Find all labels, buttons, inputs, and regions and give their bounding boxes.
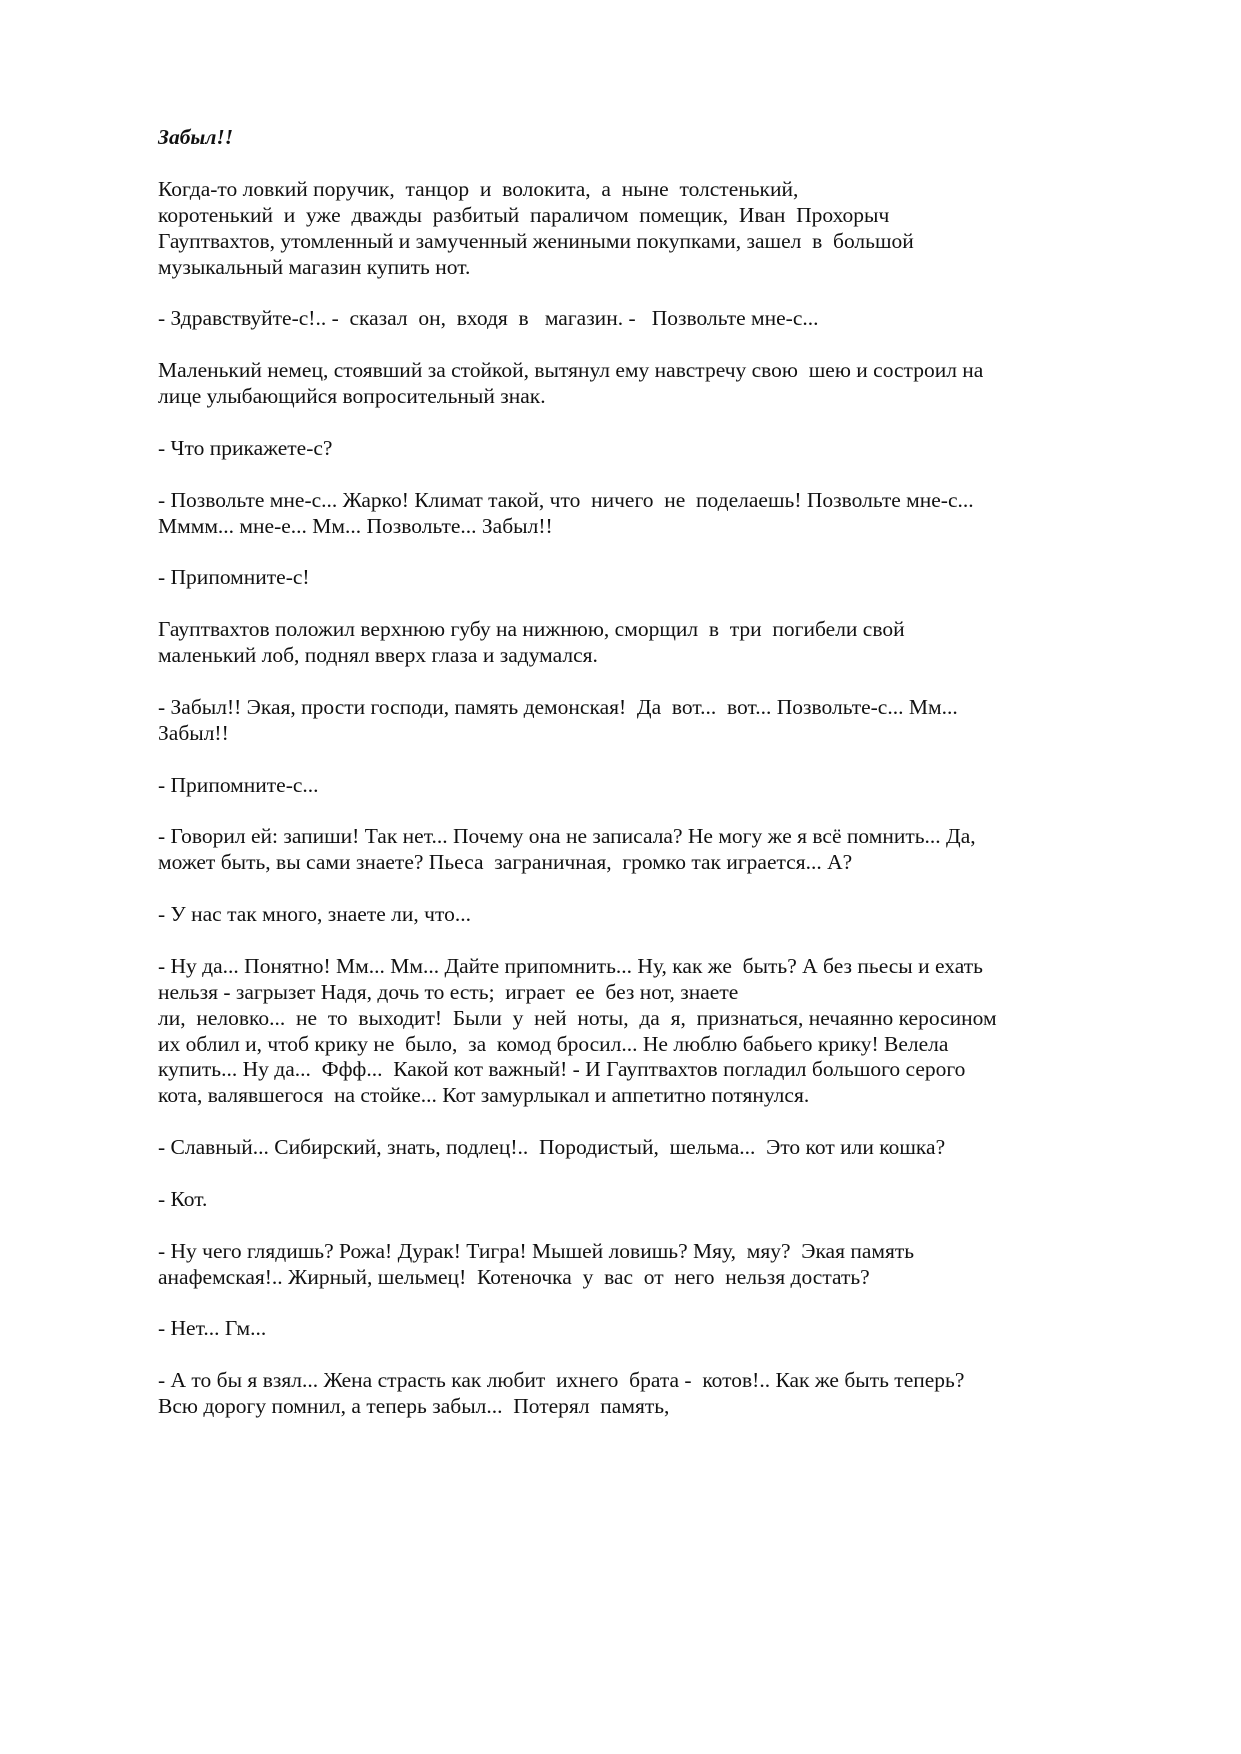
text-line: может быть, вы сами знаете? Пьеса заграничная, громко так играется... А? — [158, 850, 853, 875]
text-line: - Говорил ей: запиши! Так нет... Почему она не записала? Не могу же я всё помнить... Да, — [158, 824, 976, 849]
paragraph — [158, 773, 1158, 799]
text-line: лице улыбающийся вопросительный знак. — [158, 384, 546, 409]
text-line: нельзя - загрызет Надя, дочь то есть; играет ее без нот, знаете — [158, 979, 739, 1004]
text-line: Когда-то ловкий поручик, танцор и волокита, а ныне толстенький, — [158, 176, 799, 201]
paragraph — [158, 954, 1158, 1109]
text-line: - Нет... Гм... — [158, 1316, 267, 1341]
paragraph — [158, 902, 1158, 928]
paragraph — [158, 488, 1158, 540]
paragraph — [158, 1368, 1158, 1420]
text-line: - Ну чего глядишь? Рожа! Дурак! Тигра! Мышей ловишь? Мяу, мяу? Экая память — [158, 1238, 915, 1263]
text-line: - У нас так много, знаете ли, что... — [158, 902, 471, 927]
paragraph — [158, 1135, 1158, 1161]
paragraph — [158, 358, 1158, 410]
paragraph — [158, 306, 1158, 332]
text-line: - Ну да... Понятно! Мм... Мм... Дайте припомнить... Ну, как же быть? А без пьесы и ехать — [158, 953, 983, 978]
document-page — [158, 125, 1158, 1446]
paragraph — [158, 695, 1158, 747]
document-body — [158, 177, 1158, 1420]
text-line: ли, неловко... не то выходит! Были у ней ноты, да я, признаться, нечаянно керосином — [158, 1005, 997, 1030]
text-line: их облил и, чтоб крику не было, за комод бросил... Не люблю бабьего крику! Велела — [158, 1031, 949, 1056]
text-line: - Кот. — [158, 1186, 208, 1211]
text-line: Забыл!! — [158, 720, 229, 745]
text-line: - Припомните-с! — [158, 565, 310, 590]
text-line: купить... Ну да... Ффф... Какой кот важный! - И Гауптвахтов погладил большого серого — [158, 1057, 966, 1082]
paragraph — [158, 617, 1158, 669]
text-line: Гауптвахтов, утомленный и замученный жениными покупками, зашел в большой — [158, 228, 914, 253]
text-line: - Что прикажете-с? — [158, 435, 333, 460]
paragraph — [158, 436, 1158, 462]
paragraph — [158, 565, 1158, 591]
text-line: - Припомните-с... — [158, 772, 319, 797]
paragraph — [158, 824, 1158, 876]
text-line: - Здравствуйте-с!.. - сказал он, входя в магазин. - Позвольте мне-с... — [158, 306, 819, 331]
text-line: музыкальный магазин купить нот. — [158, 254, 471, 279]
text-line: Всю дорогу помнил, а теперь забыл... Потерял память, — [158, 1394, 670, 1419]
paragraph — [158, 177, 1158, 281]
text-line: - Позвольте мне-с... Жарко! Климат такой, что ничего не поделаешь! Позвольте мне-с... — [158, 487, 974, 512]
text-line: Мммм... мне-е... Мм... Позвольте... Забыл!! — [158, 513, 553, 538]
paragraph — [158, 1316, 1158, 1342]
paragraph — [158, 1239, 1158, 1291]
text-line: - Славный... Сибирский, знать, подлец!.. Породистый, шельма... Это кот или кошка? — [158, 1135, 946, 1160]
text-line: коротенький и уже дважды разбитый параличом помещик, Иван Прохорыч — [158, 202, 890, 227]
text-line: - Забыл!! Экая, прости господи, память демонская! Да вот... вот... Позвольте-с... Мм... — [158, 694, 958, 719]
text-line: кота, валявшегося на стойке... Кот замурлыкал и аппетитно потянулся. — [158, 1083, 810, 1108]
document-title: Забыл!! — [158, 125, 234, 149]
text-line: Маленький немец, стоявший за стойкой, вытянул ему навстречу свою шею и состроил на — [158, 358, 984, 383]
text-line: - А то бы я взял... Жена страсть как любит ихнего брата - котов!.. Как же быть теперь? — [158, 1368, 965, 1393]
paragraph — [158, 1187, 1158, 1213]
text-line: анафемская!.. Жирный, шельмец! Котеночка у вас от него нельзя достать? — [158, 1264, 870, 1289]
text-line: маленький лоб, поднял вверх глаза и задумался. — [158, 643, 598, 668]
text-line: Гауптвахтов положил верхнюю губу на нижнюю, сморщил в три погибели свой — [158, 617, 905, 642]
